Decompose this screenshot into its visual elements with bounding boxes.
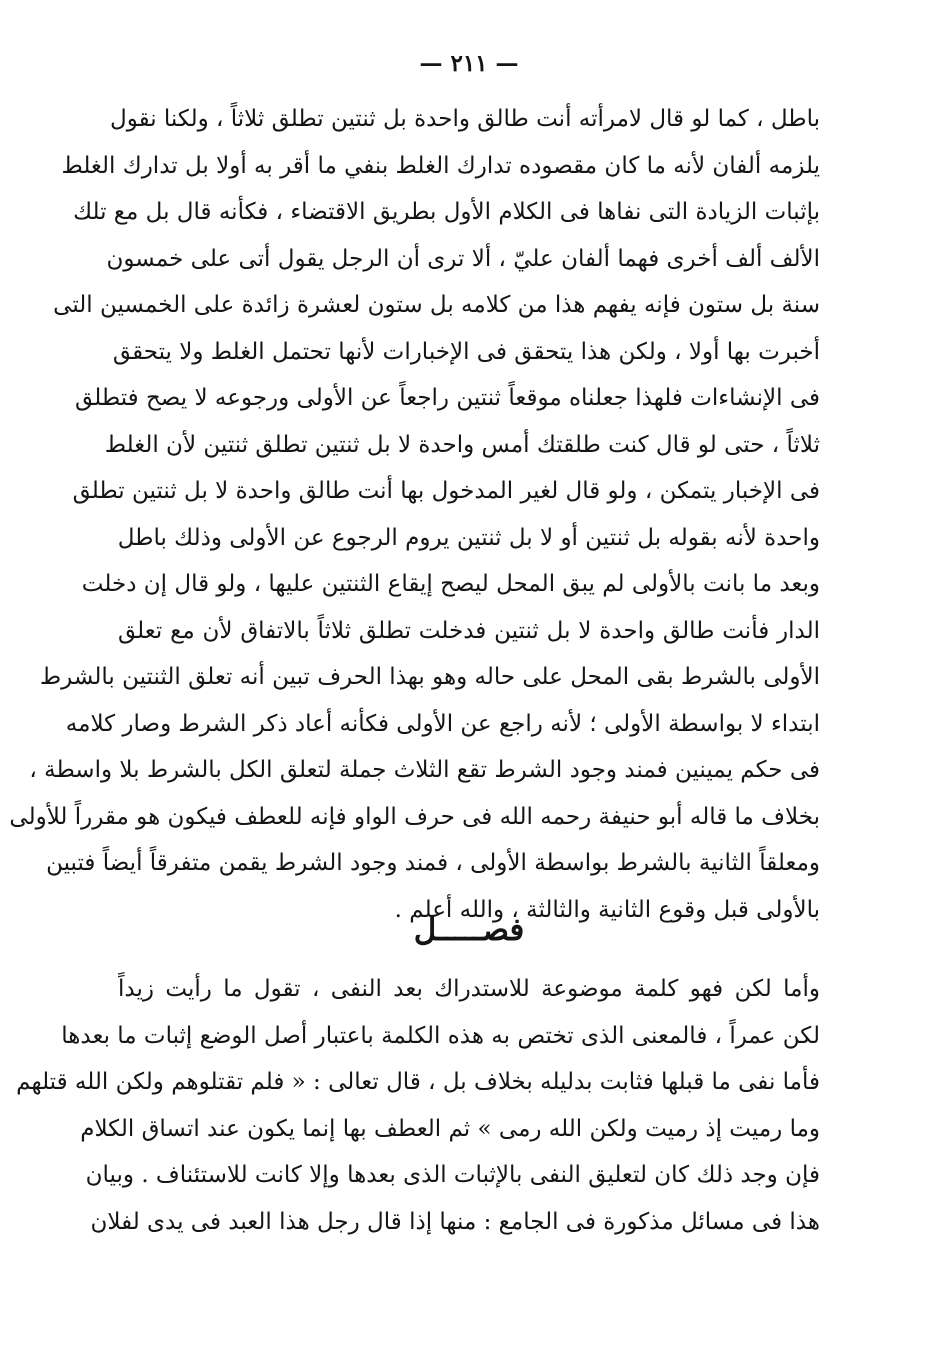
text-line: لكن عمراً ، فالمعنى الذى تختص به هذه الكلمة باعتبار أصل الوضع إثبات ما بعدها xyxy=(61,1022,820,1049)
text-line: واحدة لأنه بقوله بل ثنتين أو لا بل ثنتين يروم الرجوع عن الأولى وذلك باطل xyxy=(117,524,820,551)
text-line: الألف ألف أخرى فهما ألفان عليّ ، ألا ترى أن الرجل يقول أتى على خمسون xyxy=(106,245,820,272)
text-line: بالأولى قبل وقوع الثانية والثالثة ، والله أعلم . xyxy=(394,896,820,923)
text-line: وما رميت إذ رميت ولكن الله رمى » ثم العطف بها إنما يكون عند اتساق الكلام xyxy=(80,1115,820,1142)
main-paragraph xyxy=(9,96,820,933)
text-line: ابتداء لا بواسطة الأولى ؛ لأنه راجع عن الأولى فكأنه أعاد ذكر الشرط وصار كلامه xyxy=(65,710,820,737)
text-line: بإثبات الزيادة التى نفاها فى الكلام الأول بطريق الاقتضاء ، فكأنه قال بل مع تلك xyxy=(73,199,820,225)
text-line: يلزمه ألفان لأنه ما كان مقصوده تدارك الغلط بنفي ما أقر به أولا بل تدارك الغلط xyxy=(61,152,820,179)
text-line: الأولى بالشرط بقى المحل على حاله وهو بهذا الحرف تبين أنه تعلق الثنتين بالشرط xyxy=(39,664,820,690)
text-line: بخلاف ما قاله أبو حنيفة رحمه الله فى حرف الواو فإنه للعطف فيكون هو مقرراً للأولى xyxy=(9,803,820,830)
text-line: أخبرت بها أولا ، ولكن هذا يتحقق فى الإخبارات لأنها تحتمل الغلط ولا يتحقق xyxy=(112,338,820,365)
text-line: وأما لكن فهو كلمة موضوعة للاستدراك بعد النفى ، تقول ما رأيت زيداً xyxy=(118,976,820,1002)
text-line: فى الإخبار يتمكن ، ولو قال لغير المدخول بها أنت طالق واحدة لا بل ثنتين تطلق xyxy=(72,478,820,504)
text-line: هذا فى مسائل مذكورة فى الجامع : منها إذا قال رجل هذا العبد فى يدى لفلان xyxy=(90,1208,820,1235)
text-line: فأما نفى ما قبلها فثابت بدليله بخلاف بل ، قال تعالى : « فلم تقتلوهم ولكن الله قتلهم xyxy=(16,1069,820,1095)
section-heading: فصـــــل xyxy=(413,912,525,948)
text-line: فإن وجد ذلك كان لتعليق النفى بالإثبات الذى بعدها وإلا كانت للاستئناف . وبيان xyxy=(85,1162,820,1188)
text-line: الدار فأنت طالق واحدة لا بل ثنتين فدخلت تطلق ثلاثاً بالاتفاق لأن مع تعلق xyxy=(118,617,820,644)
text-line: فى الإنشاءات فلهذا جعلناه موقعاً ثنتين راجعاً عن الأولى ورجوعه لا يصح فتطلق xyxy=(75,385,820,411)
text-line: فى حكم يمينين فمند وجود الشرط تقع الثلاث جملة لتعلق الكل بالشرط بلا واسطة ، xyxy=(29,757,820,783)
page-number: — ٢١١ — xyxy=(419,50,519,77)
text-line: وبعد ما بانت بالأولى لم يبق المحل ليصح إيقاع الثنتين عليها ، ولو قال إن دخلت xyxy=(81,571,820,597)
section-paragraph xyxy=(16,966,820,1245)
text-line: باطل ، كما لو قال لامرأته أنت طالق واحدة بل ثنتين تطلق ثلاثاً ، ولكنا نقول xyxy=(109,106,820,132)
text-line: سنة بل ستون فإنه يفهم هذا من كلامه بل ستون لعشرة زائدة على الخمسين التى xyxy=(53,292,820,318)
text-line: ومعلقاً الثانية بالشرط بواسطة الأولى ، فمند وجود الشرط يقمن متفرقاً أيضاً فتبين xyxy=(46,850,820,876)
text-line: ثلاثاً ، حتى لو قال كنت طلقتك أمس واحدة لا بل ثنتين تطلق ثنتين لأن الغلط xyxy=(104,431,820,458)
